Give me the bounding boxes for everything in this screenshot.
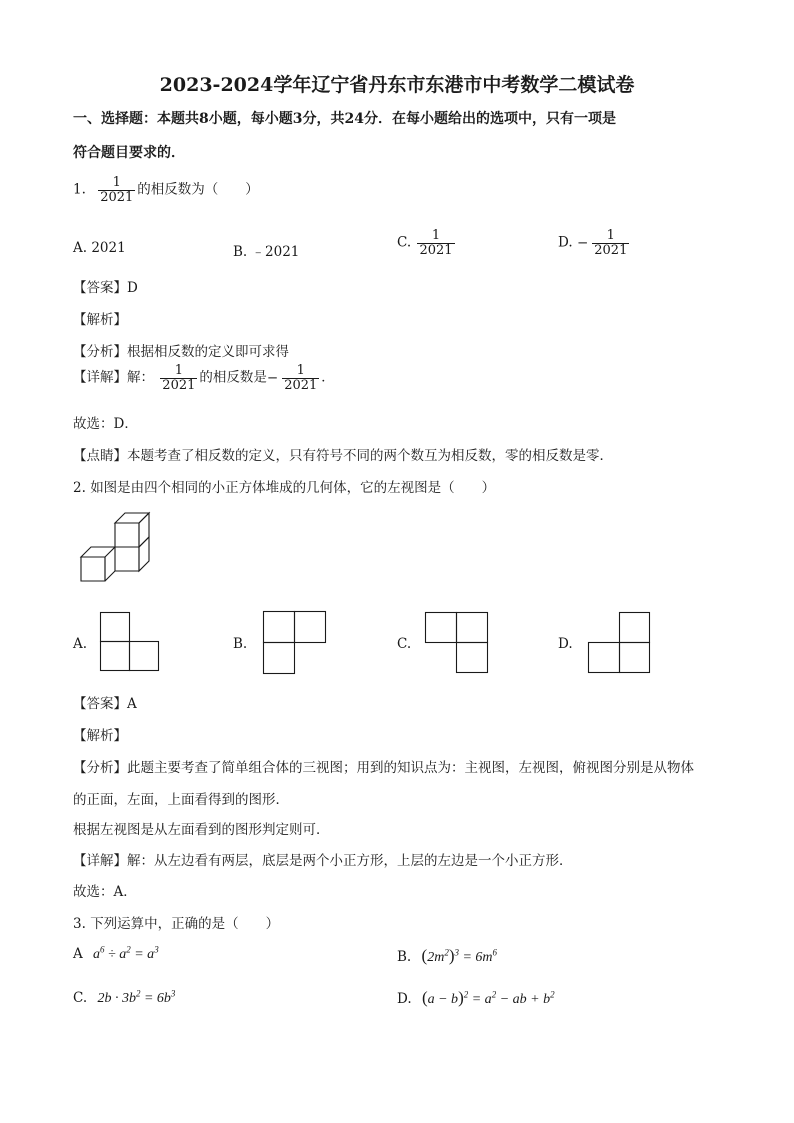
q2-rule: 根据左视图是从左面看到的图形判定则可． bbox=[73, 822, 330, 838]
q1-analysis-tag: 【解析】 bbox=[73, 312, 127, 328]
q2-analysis-tag: 【解析】 bbox=[73, 728, 127, 744]
math-expression: $2b \cdot 3b^2 = 6b^3$ bbox=[97, 988, 176, 1006]
answer-tag: 【答案】 bbox=[73, 696, 127, 712]
question-stem: 如图是由四个相同的小正方体堆成的几何体，它的左视图是（ ） bbox=[90, 480, 496, 496]
comment-tag: 【点睛】 bbox=[73, 448, 127, 464]
q2-option-d-label[interactable]: D. bbox=[558, 636, 573, 652]
q1-detail bbox=[73, 364, 335, 392]
q2-answer bbox=[73, 692, 137, 712]
fraction bbox=[592, 229, 629, 257]
option-label: A. bbox=[73, 240, 88, 256]
question-1 bbox=[73, 176, 259, 204]
q2-option-a-label[interactable]: A. bbox=[73, 636, 88, 652]
page-title: 2023-2024学年辽宁省丹东市东港市中考数学二模试卷 bbox=[159, 74, 635, 96]
q1-option-c[interactable] bbox=[397, 229, 457, 257]
q2-option-c-label[interactable]: C. bbox=[397, 636, 412, 652]
option-label: C. bbox=[397, 234, 412, 251]
fraction-denominator: 2021 bbox=[284, 377, 318, 393]
section-heading-cont: 符合题目要求的． bbox=[73, 145, 185, 161]
question-number: 2. bbox=[73, 480, 86, 496]
option-text: 2021 bbox=[91, 240, 126, 256]
fenxi-text: 根据相反数的定义即可求得 bbox=[127, 344, 289, 360]
option-label: C. bbox=[73, 990, 88, 1006]
q1-choose: 故选：D． bbox=[73, 416, 138, 432]
answer-value: A bbox=[127, 696, 137, 712]
detail-tag: 【详解】 bbox=[73, 853, 127, 869]
option-label: B. bbox=[397, 949, 412, 965]
fraction bbox=[160, 364, 197, 392]
q2-option-c-figure[interactable] bbox=[425, 612, 489, 674]
detail-text: 解： bbox=[127, 369, 154, 386]
fraction-denominator: 2021 bbox=[594, 242, 628, 258]
q2-option-b-figure[interactable] bbox=[263, 611, 329, 675]
answer-value: D bbox=[127, 280, 138, 296]
fenxi-text: 此题主要考查了简单组合体的三视图；用到的知识点为：主视图，左视图，俯视图分别是从物体 bbox=[127, 760, 694, 776]
fenxi-tag: 【分析】 bbox=[73, 344, 127, 360]
fraction bbox=[282, 364, 319, 392]
math-expression: $(a - b)^2 = a^2$ − ab + $b^2$ bbox=[421, 988, 555, 1007]
question-stem: 下列运算中，正确的是（ ） bbox=[90, 916, 280, 932]
fraction-denominator: 2021 bbox=[419, 242, 453, 258]
option-label: A bbox=[73, 946, 83, 962]
comment-text: 本题考查了相反数的定义，只有符号不同的两个数互为相反数，零的相反数是零． bbox=[127, 448, 613, 464]
q1-option-a[interactable] bbox=[73, 240, 126, 256]
fraction bbox=[98, 176, 135, 204]
minus-sign: − bbox=[576, 234, 589, 251]
q1-answer bbox=[73, 276, 138, 296]
fraction-numerator: 1 bbox=[606, 228, 615, 243]
q3-option-b[interactable] bbox=[397, 946, 497, 966]
math-expression: $a^6 \div a^2 = a^3$ bbox=[93, 944, 159, 962]
question-number: 3. bbox=[73, 916, 86, 932]
fraction-numerator: 1 bbox=[112, 175, 121, 190]
q2-option-a-figure[interactable] bbox=[100, 612, 162, 674]
q1-comment bbox=[73, 444, 613, 464]
question-number: 1. bbox=[73, 181, 86, 198]
option-text: ﹣2021 bbox=[251, 244, 300, 260]
question-3 bbox=[73, 912, 279, 932]
cube-stack-figure bbox=[78, 513, 158, 585]
q3-option-a[interactable] bbox=[73, 946, 159, 963]
fraction-numerator: 1 bbox=[174, 363, 183, 378]
detail-tag: 【详解】 bbox=[73, 369, 127, 386]
q3-option-c[interactable] bbox=[73, 990, 175, 1007]
fraction-numerator: 1 bbox=[431, 228, 441, 243]
q1-fenxi bbox=[73, 340, 289, 360]
detail-text: ． bbox=[321, 369, 335, 386]
q2-option-d-figure[interactable] bbox=[588, 612, 652, 674]
question-2 bbox=[73, 476, 495, 496]
detail-text: 解：从左边看有两层，底层是两个小正方形，上层的左边是一个小正方形． bbox=[127, 853, 573, 869]
q1-option-d[interactable] bbox=[558, 229, 631, 257]
option-label: B. bbox=[233, 244, 248, 260]
q2-fenxi-cont: 的正面，左面，上面看得到的图形． bbox=[73, 792, 289, 808]
q3-option-d[interactable] bbox=[397, 988, 555, 1008]
q2-option-b-label[interactable]: B. bbox=[233, 636, 248, 652]
fraction-denominator: 2021 bbox=[100, 189, 134, 205]
fraction bbox=[417, 229, 454, 257]
detail-text: 的相反数是 bbox=[199, 369, 267, 386]
q2-detail bbox=[73, 849, 573, 869]
fraction-numerator: 1 bbox=[296, 363, 305, 378]
fenxi-tag: 【分析】 bbox=[73, 760, 127, 776]
section-heading: 一、选择题：本题共8小题，每小题3分，共24分．在每小题给出的选项中，只有一项是 bbox=[73, 111, 616, 127]
option-label: D. bbox=[397, 991, 412, 1007]
math-expression: $(2m^2)^3 = 6m^6$ bbox=[421, 946, 498, 965]
q1-option-b[interactable] bbox=[233, 240, 299, 260]
q2-choose: 故选：A． bbox=[73, 884, 137, 900]
option-label: D. bbox=[558, 234, 573, 251]
q2-fenxi bbox=[73, 756, 694, 776]
answer-tag: 【答案】 bbox=[73, 280, 127, 296]
minus-sign: − bbox=[266, 369, 279, 386]
question-stem: 的相反数为（ ） bbox=[137, 181, 259, 198]
fraction-denominator: 2021 bbox=[162, 377, 196, 393]
